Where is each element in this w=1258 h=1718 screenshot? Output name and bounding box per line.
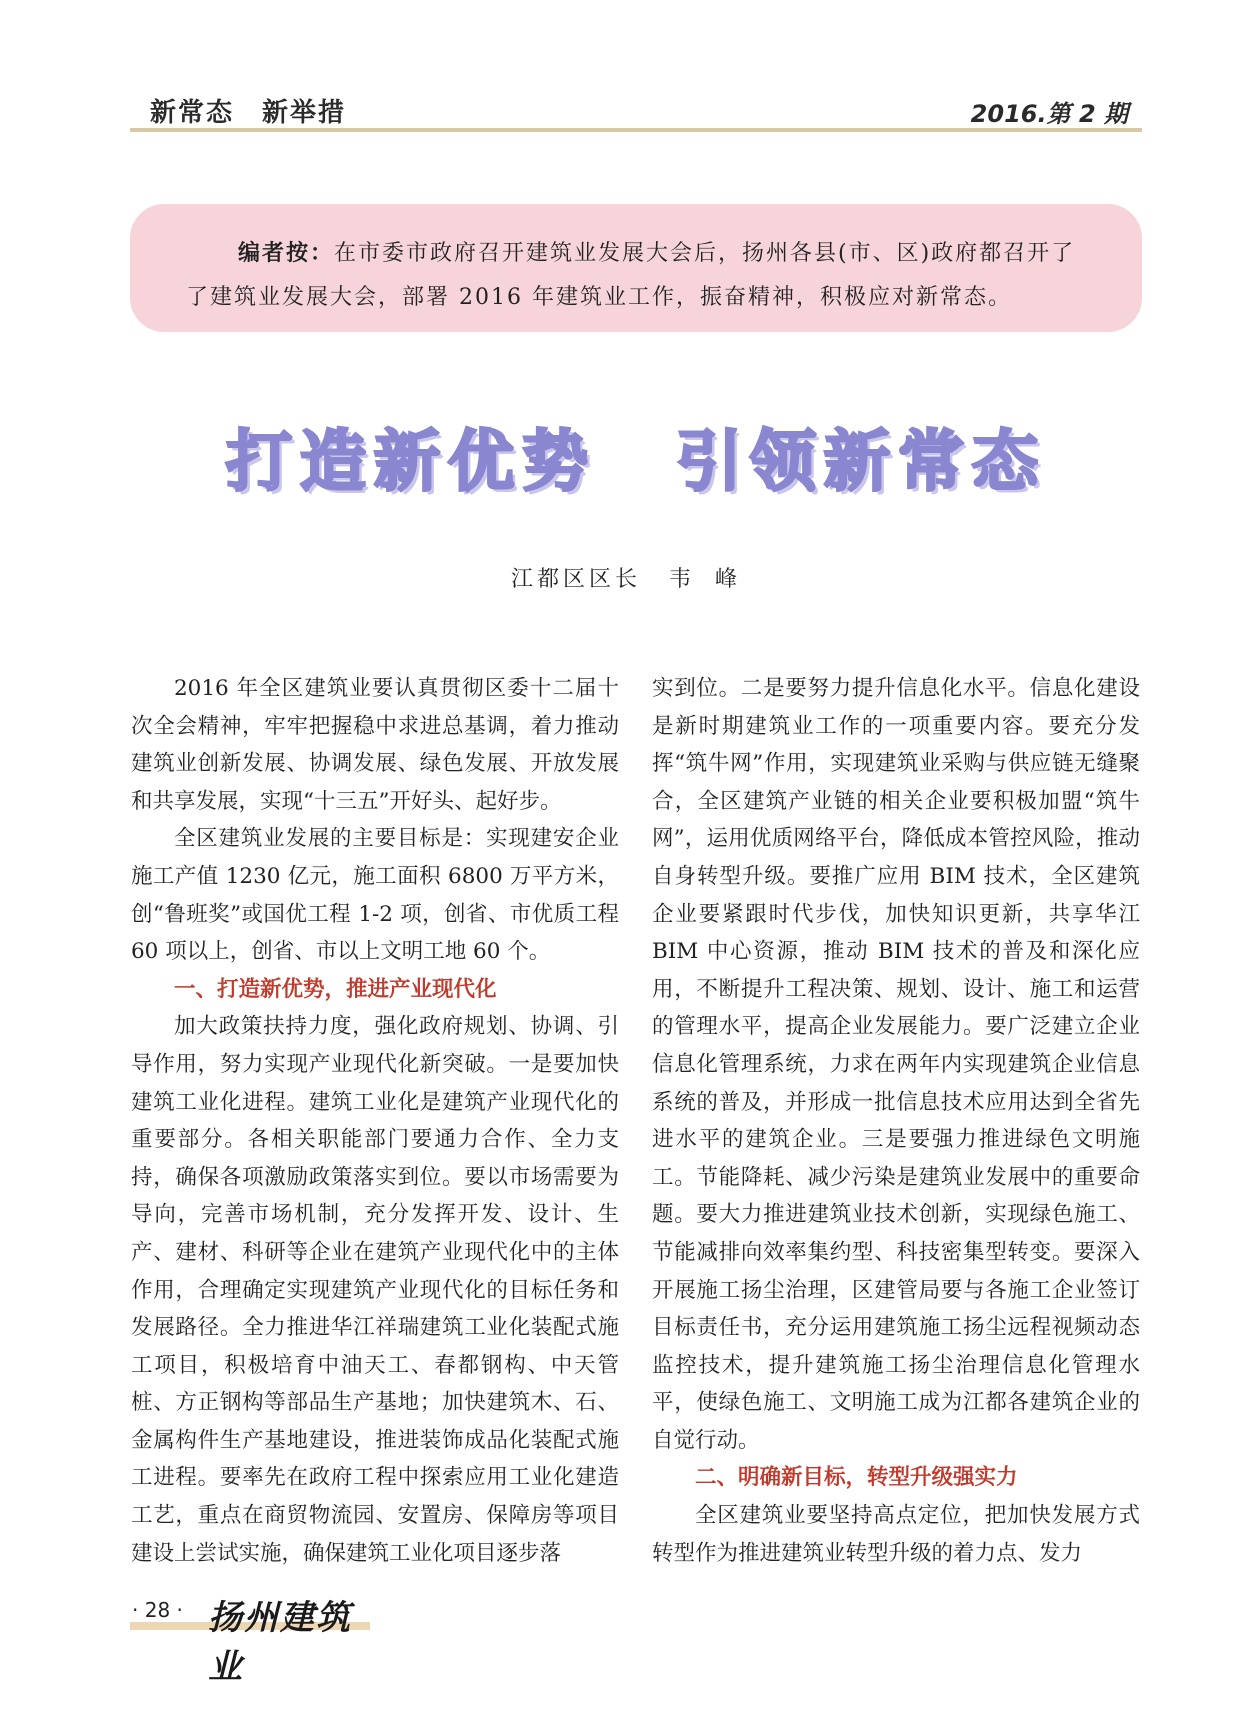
section-heading-2: 二、明确新目标，转型升级强实力 — [695, 1465, 1018, 1491]
editor-note-box — [130, 204, 1142, 332]
article-title — [130, 408, 1142, 503]
paragraph: 实到位。二是要努力提升信息化水平。信息化建设是新时期建筑业工作的一项重要内容。要充分发挥“筑牛网”作用，实现建筑业采购与供应链无缝聚合，全区建筑产业链的相关企业要积极加盟“筑牛网”，运用优质网络平台，降低成本管控风险，推动自身转型升级。要推广应用 BIM 技术，全区建筑企业要紧跟时代步伐，加快知识更新，共享华江 BIM 中心资源，推动 BIM 技术的普及和深化应用，不断提升工程决策、规划、设计、施工和运营的管理水平，提高企业发展能力。要广泛建立企业信息化管理系统，力求在两年内实现建筑企业信息系统的普及，并形成一批信息技术应用达到全省先进水平的建筑企业。三是要强力推进绿色文明施工。节能降耗、减少污染是建筑业发展中的重要命题。要大力推进建筑业技术创新，实现绿色施工、节能减排向效率集约型、科技密集型转变。要深入开展施工扬尘治理，区建管局要与各施工企业签订目标责任书，充分运用建筑施工扬尘远程视频动态监控技术，提升建筑施工扬尘治理信息化管理水平，使绿色施工、文明施工成为江都各建筑企业的自觉行动。 — [652, 676, 1140, 1453]
article-title-part-b: 引领新常态 — [676, 423, 1046, 500]
editor-note-text: 在市委市政府召开建筑业发展大会后，扬州各县(市、区)政府都召开了了建筑业发展大会，部署 2016 年建筑业工作，振奋精神，积极应对新常态。 — [186, 241, 1076, 310]
section-heading-1: 一、打造新优势，推进产业现代化 — [174, 976, 497, 1002]
paragraph: 加大政策扶持力度，强化政府规划、协调、引导作用，努力实现产业现代化新突破。一是要加快建筑工业化进程。建筑工业化是建筑产业现代化的重要部分。各相关职能部门要通力合作、全力支持，确保各项激励政策落实到位。要以市场需要为导向，完善市场机制，充分发挥开发、设计、生产、建材、科研等企业在建筑产业现代化中的主体作用，合理确定实现建筑产业现代化的目标任务和发展路径。全力推进华江祥瑞建筑工业化装配式施工项目，积极培育中油天工、春都钢构、中天管桩、方正钢构等部品生产基地；加快建筑木、石、金属构件生产基地建设，推进装饰成品化装配式施工进程。要率先在政府工程中探索应用工业化建造工艺，重点在商贸物流园、安置房、保障房等项目建设上尝试实施，确保建筑工业化项目逐步落 — [131, 1014, 619, 1566]
running-header — [130, 88, 1142, 132]
right-column — [652, 670, 1140, 1572]
author-name: 韦峰 — [669, 567, 762, 592]
magazine-logo: 扬州建筑业 — [208, 1598, 352, 1687]
paragraph: 全区建筑业发展的主要目标是：实现建安企业施工产值 1230 亿元，施工面积 6800 万平方米，创“鲁班奖”或国优工程 1-2 项，创省、市优质工程 60 项以上，创省、市以上文明工地 60 个。 — [131, 826, 619, 965]
byline — [130, 562, 1142, 593]
issue-number: 2016.第 2 期 — [970, 100, 1128, 128]
editor-note-label: 编者按： — [238, 241, 335, 266]
author-role: 江都区区长 — [510, 567, 641, 592]
paragraph: 2016 年全区建筑业要认真贯彻区委十二届十次全会精神，牢牢把握稳中求进总基调，着力推动建筑业创新发展、协调发展、绿色发展、开放发展和共享发展，实现“十三五”开好头、起好步。 — [131, 676, 619, 814]
page-number: · 28 · — [132, 1598, 183, 1622]
section-title — [150, 92, 346, 129]
page-footer — [130, 1592, 370, 1687]
left-column — [131, 670, 619, 1572]
section-title-b: 新举措 — [262, 98, 347, 128]
article-title-part-a: 打造新优势 — [226, 423, 596, 500]
paragraph: 全区建筑业要坚持高点定位，把加快发展方式转型作为推进建筑业转型升级的着力点、发力 — [652, 1503, 1140, 1566]
section-title-a: 新常态 — [150, 98, 235, 128]
